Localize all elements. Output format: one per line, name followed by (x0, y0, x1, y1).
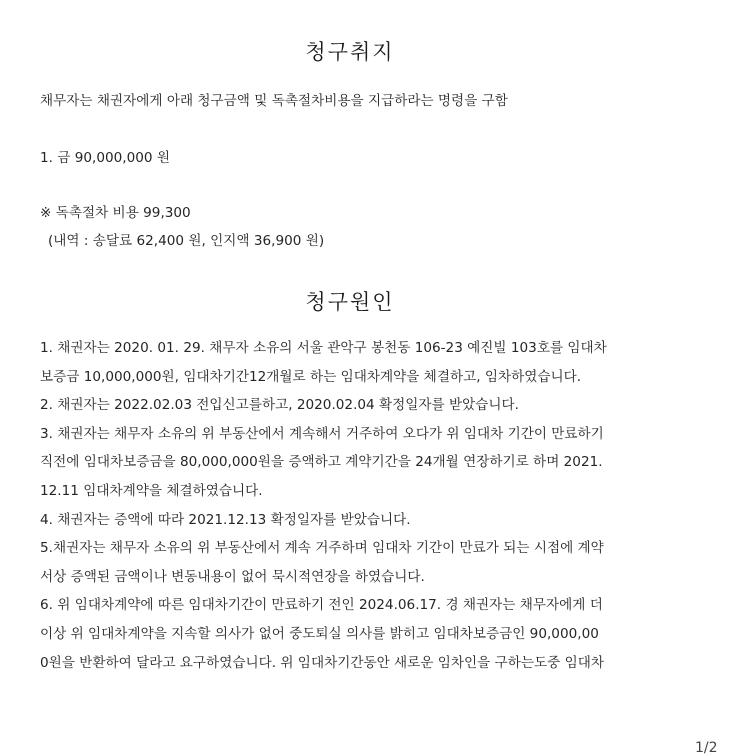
body-line: 3. 채권자는 채무자 소유의 위 부동산에서 계속해서 거주하여 오다가 위 임대차 기간이 만료하기 (40, 425, 604, 442)
body-line: 4. 채권자는 증액에 따라 2021.12.13 확정일자를 받았습니다. (40, 511, 411, 528)
procedure-cost-note: ※ 독촉절차 비용 99,300 (40, 205, 191, 221)
section-title-claim-purpose: 청구취지 (305, 40, 395, 64)
section-title-claim-cause: 청구원인 (305, 290, 395, 314)
claim-amount: 1. 금 90,000,000 원 (40, 150, 171, 166)
claim-cause-body (40, 334, 680, 677)
body-line: 6. 위 임대차계약에 따른 임대차기간이 만료하기 전인 2024.06.17. 경 채권자는 채무자에게 더 (40, 597, 603, 614)
body-line: 보증금 10,000,000원, 임대차기간12개월로 하는 임대차계약을 체결하고, 임차하였습니다. (40, 368, 582, 385)
body-line: 0원을 반환하여 달라고 요구하였습니다. 위 임대차기간동안 새로운 임차인을 구하는도중 임대차 (40, 654, 604, 671)
body-line: 12.11 임대차계약을 체결하였습니다. (40, 482, 263, 499)
body-line: 2. 채권자는 2022.02.03 전입신고를하고, 2020.02.04 확정일자를 받았습니다. (40, 397, 519, 414)
page-number: 1/2 (695, 740, 718, 756)
body-line: 이상 위 임대차계약을 지속할 의사가 없어 중도퇴실 의사를 밝히고 임대차보증금인 90,000,00 (40, 625, 599, 642)
body-line: 직전에 임대차보증금을 80,000,000원을 증액하고 계약기간을 24개월 연장하기로 하며 2021. (40, 454, 603, 471)
body-line: 1. 채권자는 2020. 01. 29. 채무자 소유의 서울 관악구 봉천동 106-23 예진빌 103호를 임대차 (40, 340, 607, 356)
body-line: 5.채권자는 채무자 소유의 위 부동산에서 계속 거주하며 임대차 기간이 만료가 되는 시점에 계약 (40, 540, 604, 557)
claim-intro-text: 채무자는 채권자에게 아래 청구금액 및 독촉절차비용을 지급하라는 명령을 구함 (40, 93, 508, 109)
body-line: 서상 증액된 금액이나 변동내용이 없어 묵시적연장을 하였습니다. (40, 568, 425, 585)
procedure-cost-detail: (내역 : 송달료 62,400 원, 인지액 36,900 원) (48, 233, 325, 249)
